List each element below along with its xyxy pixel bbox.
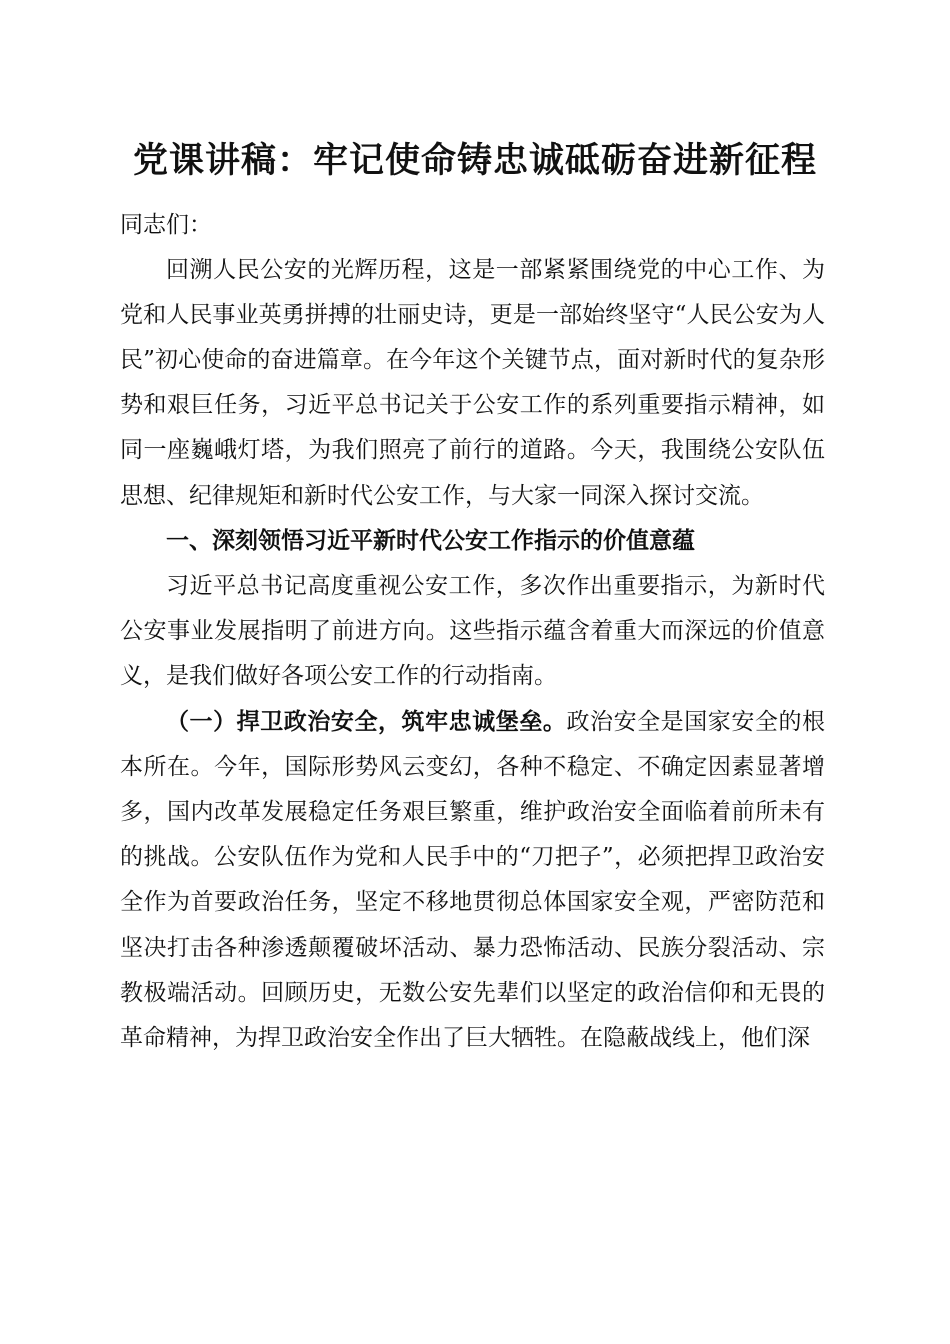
intro-paragraph: 回溯人民公安的光辉历程，这是一部紧紧围绕党的中心工作、为党和人民事业英勇拼搏的壮丽史诗，更是一部始终坚守“人民公安为人民”初心使命的奋进篇章。在今年这个关键节点，面对新时代的复杂形势和艰巨任务，习近平总书记关于公安工作的系列重要指示精神，如同一座巍峨灯塔，为我们照亮了前行的道路。今天，我围绕公安队伍思想、纪律规矩和新时代公安工作，与大家一同深入探讨交流。 [120, 257, 825, 509]
salutation: 同志们： [120, 212, 212, 238]
document-title: 党课讲稿：牢记使命铸忠诚砥砺奋进新征程 [132, 140, 817, 181]
document-body [120, 203, 825, 1061]
section-heading-1: 一、深刻领悟习近平新时代公安工作指示的价值意蕴 [166, 527, 695, 554]
subsection-1-paragraph [120, 699, 825, 1061]
section-1-paragraph: 习近平总书记高度重视公安工作，多次作出重要指示，为新时代公安事业发展指明了前进方向。这些指示蕴含着重大而深远的价值意义，是我们做好各项公安工作的行动指南。 [120, 572, 825, 689]
subsection-heading-1: （一）捍卫政治安全，筑牢忠诚堡垒。 [166, 708, 567, 736]
subsection-1-text: 政治安全是国家安全的根本所在。今年，国际形势风云变幻，各种不稳定、不确定因素显著增多，国内改革发展稳定任务艰巨繁重，维护政治安全面临着前所未有的挑战。公安队伍作为党和人民手中的“刀把子”，必须把捍卫政治安全作为首要政治任务，坚定不移地贯彻总体国家安全观，严密防范和坚决打击各种渗透颠覆破坏活动、暴力恐怖活动、民族分裂活动、宗教极端活动。回顾历史，无数公安先辈们以坚定的政治信仰和无畏的革命精神，为捍卫政治安全作出了巨大牺牲。在隐蔽战线上，他们深 [120, 709, 826, 1051]
